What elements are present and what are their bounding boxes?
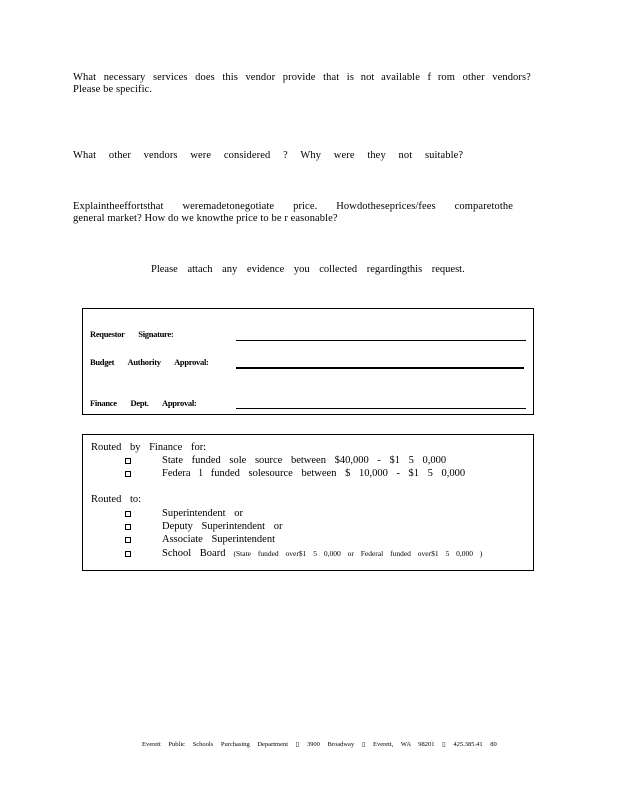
finance-approval-label: Finance Dept. Approval: (90, 398, 197, 408)
routing-option-deputy-superintendent[interactable]: Deputy Superintendent or (125, 520, 282, 533)
requestor-signature-label: Requestor Signature: (90, 329, 174, 339)
school-board-note: (State funded over$1 5 0,000 or Federal funded over$1 5 0,000 ) (233, 549, 483, 558)
question-necessary-services (73, 72, 533, 96)
budget-authority-label: Budget Authority Approval: (90, 357, 209, 367)
q3-word: Howdotheseprices/fees (336, 201, 436, 212)
signature-box (82, 308, 534, 415)
routing-option-federal-funded[interactable]: Federa l funded solesource between $ 10,000 - $1 5 0,000 (125, 467, 465, 480)
q1-word: services (152, 72, 188, 83)
finance-approval-line[interactable] (236, 408, 526, 409)
checkbox-icon[interactable] (125, 471, 131, 477)
checkbox-icon[interactable] (125, 551, 131, 557)
question-3-line-2: general market? How do we knowthe price to be r easonable? (73, 213, 338, 224)
q1-word: is not available (346, 72, 420, 83)
budget-authority-line[interactable] (236, 367, 524, 369)
routing-option-state-funded[interactable]: State funded sole source between $40,000 - $1 5 0,000 (125, 454, 446, 467)
routing-option-school-board[interactable]: School Board (State funded over$1 5 0,000 or Federal funded over$1 5 0,000 ) (125, 547, 482, 560)
question-1-line-2: Please be specific. (73, 84, 153, 95)
attach-evidence-note: Please attach any evidence you collected regardingthis request. (151, 264, 465, 275)
question-1-line-1 (73, 72, 531, 84)
q1-word: vendor (245, 72, 276, 83)
checkbox-icon[interactable] (125, 458, 131, 464)
page-footer: Everett Public Schools Purchasing Department ▯ 3900 Broadway ▯ Everett, WA 98201 ▯ 425.385.41 80 (142, 741, 497, 748)
q1-word: that (323, 72, 340, 83)
routing-option-associate-superintendent[interactable]: Associate Superintendent (125, 533, 275, 546)
checkbox-icon[interactable] (125, 537, 131, 543)
q1-word: What (73, 72, 97, 83)
routed-to-heading: Routed to: (91, 494, 142, 505)
routed-by-finance-heading: Routed by Finance for: (91, 442, 207, 453)
checkbox-icon[interactable] (125, 524, 131, 530)
checkbox-icon[interactable] (125, 511, 131, 517)
q1-word: f rom (427, 72, 456, 83)
question-3-line-1 (73, 201, 513, 213)
q1-word: necessary (103, 72, 146, 83)
q3-word: weremadetonegotiate (182, 201, 275, 212)
requestor-signature-line[interactable] (236, 340, 526, 341)
q3-word: Explaintheeffortsthat (73, 201, 164, 212)
q1-word: does (195, 72, 215, 83)
q1-word: this (222, 72, 238, 83)
q1-word: other (462, 72, 485, 83)
question-other-vendors: What other vendors were considered ? Why were they not suitable? (73, 150, 464, 161)
q3-word: price. (293, 201, 318, 212)
q3-word: comparetothe (454, 201, 513, 212)
q1-word: provide (282, 72, 316, 83)
q1-word: vendors? (492, 72, 531, 83)
routing-box (82, 434, 534, 571)
question-negotiation-efforts (73, 201, 513, 225)
routing-option-superintendent[interactable]: Superintendent or (125, 507, 243, 520)
